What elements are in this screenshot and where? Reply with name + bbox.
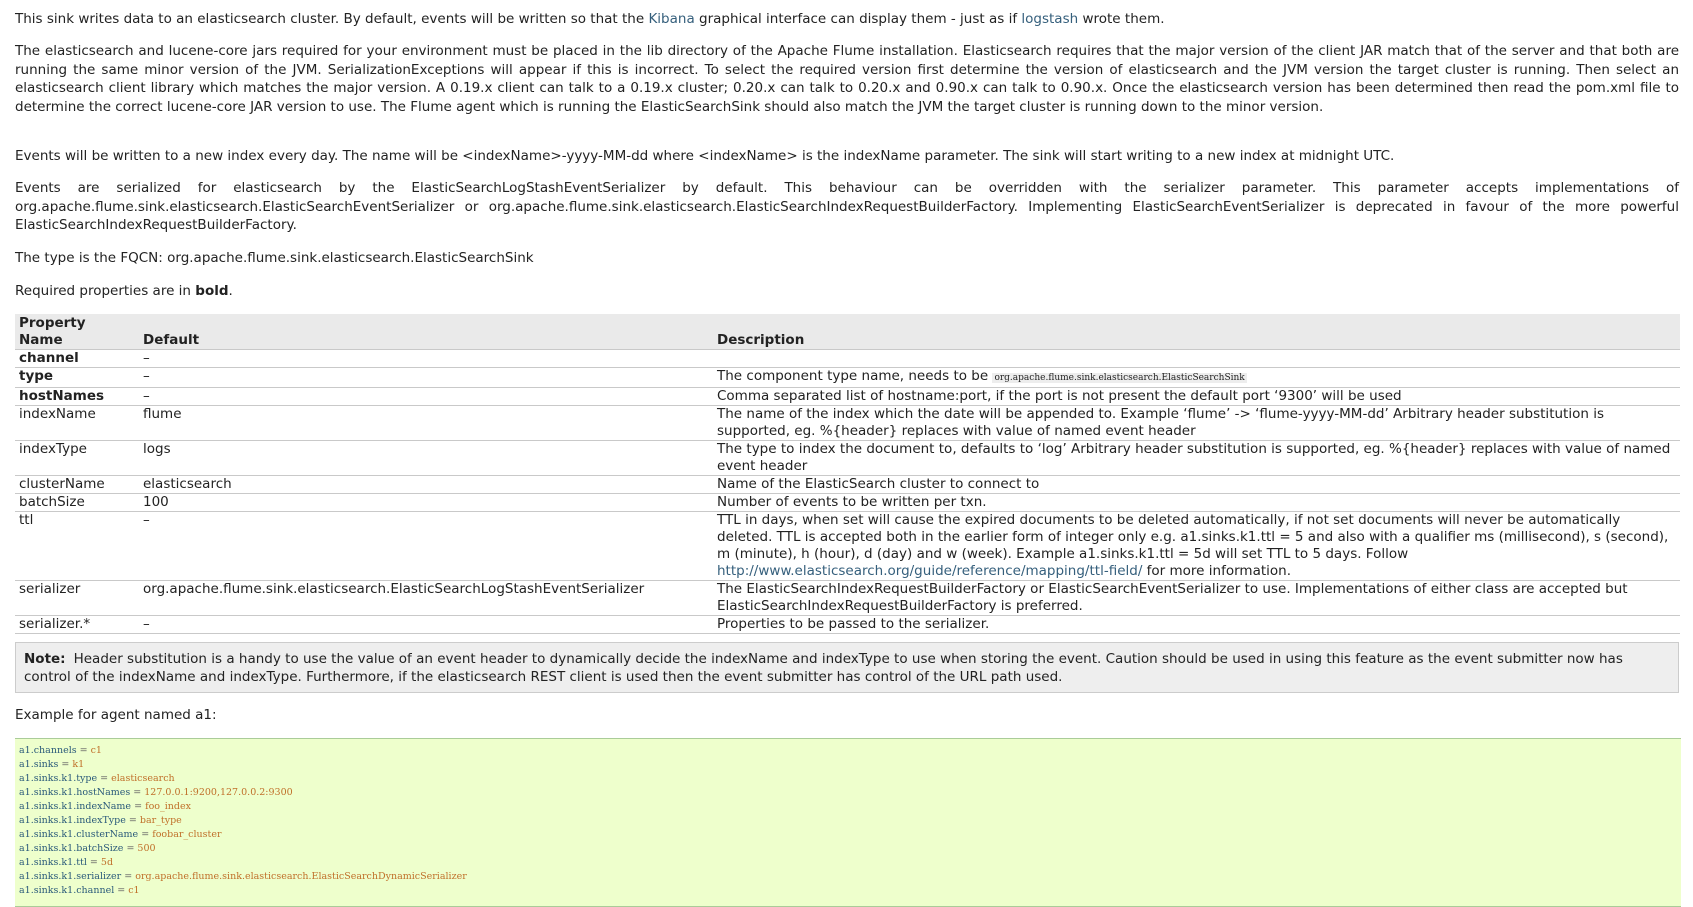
description-cell: The component type name, needs to be org.apache.flume.sink.elasticsearch.ElasticSearchSink bbox=[713, 368, 1680, 388]
default-cell: – bbox=[139, 350, 713, 368]
property-name-cell: ttl bbox=[15, 512, 139, 581]
default-cell: – bbox=[139, 616, 713, 634]
intro-paragraph bbox=[15, 10, 1679, 29]
code-line: a1.sinks.k1.clusterName = foobar_cluster bbox=[19, 829, 222, 840]
property-name-cell: channel bbox=[15, 350, 139, 368]
description-cell: The ElasticSearchIndexRequestBuilderFactory or ElasticSearchEventSerializer to use. Implementations of either class are accepted but ElasticSearchIndexRequestBuilderFactory is preferred. bbox=[713, 581, 1680, 616]
intro-text: This sink writes data to an elasticsearch cluster. By default, events will be written so that the bbox=[15, 11, 649, 27]
description-cell: Number of events to be written per txn. bbox=[713, 494, 1680, 512]
required-text: Required properties are in bbox=[15, 283, 196, 299]
table-row bbox=[15, 494, 1680, 512]
logstash-link[interactable]: logstash bbox=[1021, 11, 1079, 27]
default-cell: – bbox=[139, 368, 713, 388]
required-paragraph bbox=[15, 282, 1679, 301]
table-row bbox=[15, 476, 1680, 494]
property-name-cell: clusterName bbox=[15, 476, 139, 494]
description-cell: Comma separated list of hostname:port, if the port is not present the default port ‘9300’ will be used bbox=[713, 388, 1680, 406]
code-line: a1.sinks.k1.indexType = bar_type bbox=[19, 815, 182, 826]
default-cell: flume bbox=[139, 406, 713, 441]
property-name-cell: hostNames bbox=[15, 388, 139, 406]
intro-text: wrote them. bbox=[1078, 11, 1165, 27]
properties-table bbox=[15, 314, 1680, 634]
code-line: a1.sinks.k1.serializer = org.apache.flume.sink.elasticsearch.ElasticSearchDynamicSerializer bbox=[19, 871, 467, 882]
note-label: Note: bbox=[24, 651, 66, 667]
code-line: a1.channels = c1 bbox=[19, 745, 102, 756]
default-cell: elasticsearch bbox=[139, 476, 713, 494]
example-label: Example for agent named a1: bbox=[15, 707, 217, 723]
code-line: a1.sinks.k1.batchSize = 500 bbox=[19, 843, 156, 854]
table-row bbox=[15, 350, 1680, 368]
default-cell: 100 bbox=[139, 494, 713, 512]
property-name-cell: batchSize bbox=[15, 494, 139, 512]
bold-word: bold bbox=[195, 283, 229, 299]
default-cell: org.apache.flume.sink.elasticsearch.ElasticSearchLogStashEventSerializer bbox=[139, 581, 713, 616]
header-property-name: Property Name bbox=[15, 314, 139, 350]
code-line: a1.sinks = k1 bbox=[19, 759, 85, 770]
header-default: Default bbox=[139, 314, 713, 350]
table-row bbox=[15, 581, 1680, 616]
jars-paragraph: The elasticsearch and lucene-core jars required for your environment must be placed in the lib directory of the Apache Flume installation. Elasticsearch requires that the major version of the client JAR match that of the server and that both are running the same minor version of the JVM. SerializationExceptions will appear if this is incorrect. To select the required version first determine the version of elasticsearch and the JVM version the target cluster is running. Then select an elasticsearch client library which matches the major version. A 0.19.x client can talk to a 0.19.x cluster; 0.20.x can talk to 0.20.x and 0.90.x can talk to 0.90.x. Once the elasticsearch version has been determined then read the pom.xml file to determine the correct lucene-core JAR version to use. The Flume agent which is running the ElasticSearchSink should also match the JVM the target cluster is running down to the minor version. bbox=[15, 43, 1679, 115]
table-row bbox=[15, 406, 1680, 441]
note-text: Header substitution is a handy to use the value of an event header to dynamically decide the indexName and indexType to use when storing the event. Caution should be used in using this feature as the event submitter now has control of the indexName and indexType. Furthermore, if the elasticsearch REST client is used then the event submitter has control of the URL path used. bbox=[24, 651, 1623, 685]
default-cell: logs bbox=[139, 441, 713, 476]
property-name-cell: indexName bbox=[15, 406, 139, 441]
code-line: a1.sinks.k1.ttl = 5d bbox=[19, 857, 114, 868]
description-cell bbox=[713, 350, 1680, 368]
table-row bbox=[15, 388, 1680, 406]
description-cell: The type to index the document to, defaults to ‘log’ Arbitrary header substitution is supported, eg. %{header} replaces with value of named event header bbox=[713, 441, 1680, 476]
description-cell: The name of the index which the date will be appended to. Example ‘flume’ -> ‘flume-yyyy-MM-dd’ Arbitrary header substitution is supported, eg. %{header} replaces with value of named event header bbox=[713, 406, 1680, 441]
ttl-field-link[interactable]: http://www.elasticsearch.org/guide/reference/mapping/ttl-field/ bbox=[717, 563, 1143, 579]
index-paragraph: Events will be written to a new index every day. The name will be <indexName>-yyyy-MM-dd where <indexName> is the indexName parameter. The sink will start writing to a new index at midnight UTC. bbox=[15, 148, 1395, 164]
table-row bbox=[15, 616, 1680, 634]
default-cell: – bbox=[139, 512, 713, 581]
code-line: a1.sinks.k1.channel = c1 bbox=[19, 885, 140, 896]
header-description: Description bbox=[713, 314, 1680, 350]
kibana-link[interactable]: Kibana bbox=[648, 11, 695, 27]
table-row bbox=[15, 441, 1680, 476]
description-cell: TTL in days, when set will cause the expired documents to be deleted automatically, if not set documents will never be automatically deleted. TTL is accepted both in the earlier form of integer only e.g. a1.sinks.k1.ttl = 5 and also with a qualifier ms (millisecond), s (second), m (minute), h (hour), d (day) and w (week). Example a1.sinks.k1.ttl = 5d will set TTL to 5 days. Follow http://www.elasticsearch.org/guide/reference/mapping/ttl-field/ for more information. bbox=[713, 512, 1680, 581]
property-name-cell: type bbox=[15, 368, 139, 388]
period: . bbox=[228, 283, 233, 299]
inline-code: org.apache.flume.sink.elasticsearch.ElasticSearchSink bbox=[994, 373, 1245, 383]
description-cell: Properties to be passed to the serializer. bbox=[713, 616, 1680, 634]
property-name-cell: serializer.* bbox=[15, 616, 139, 634]
serializer-paragraph: Events are serialized for elasticsearch by the ElasticSearchLogStashEventSerializer by default. This behaviour can be overridden with the serializer parameter. This parameter accepts implementations of org.apache.flume.sink.elasticsearch.ElasticSearchEventSerializer or org.apache.flume.sink.elasticsearch.ElasticSearchIndexRequestBuilderFactory. Implementing ElasticSearchEventSerializer is deprecated in favour of the more powerful ElasticSearchIndexRequestBuilderFactory. bbox=[15, 180, 1679, 233]
code-line: a1.sinks.k1.indexName = foo_index bbox=[19, 801, 191, 812]
table-row bbox=[15, 512, 1680, 581]
code-line: a1.sinks.k1.hostNames = 127.0.0.1:9200,127.0.0.2:9300 bbox=[19, 787, 293, 798]
code-block bbox=[15, 738, 1681, 907]
note-box bbox=[15, 642, 1679, 693]
property-name-cell: indexType bbox=[15, 441, 139, 476]
table-header-row bbox=[15, 314, 1680, 350]
code-line: a1.sinks.k1.type = elasticsearch bbox=[19, 773, 175, 784]
description-cell: Name of the ElasticSearch cluster to connect to bbox=[713, 476, 1680, 494]
intro-text: graphical interface can display them - just as if bbox=[694, 11, 1022, 27]
table-row bbox=[15, 368, 1680, 388]
property-name-cell: serializer bbox=[15, 581, 139, 616]
fqcn-paragraph: The type is the FQCN: org.apache.flume.sink.elasticsearch.ElasticSearchSink bbox=[15, 250, 534, 266]
default-cell: – bbox=[139, 388, 713, 406]
